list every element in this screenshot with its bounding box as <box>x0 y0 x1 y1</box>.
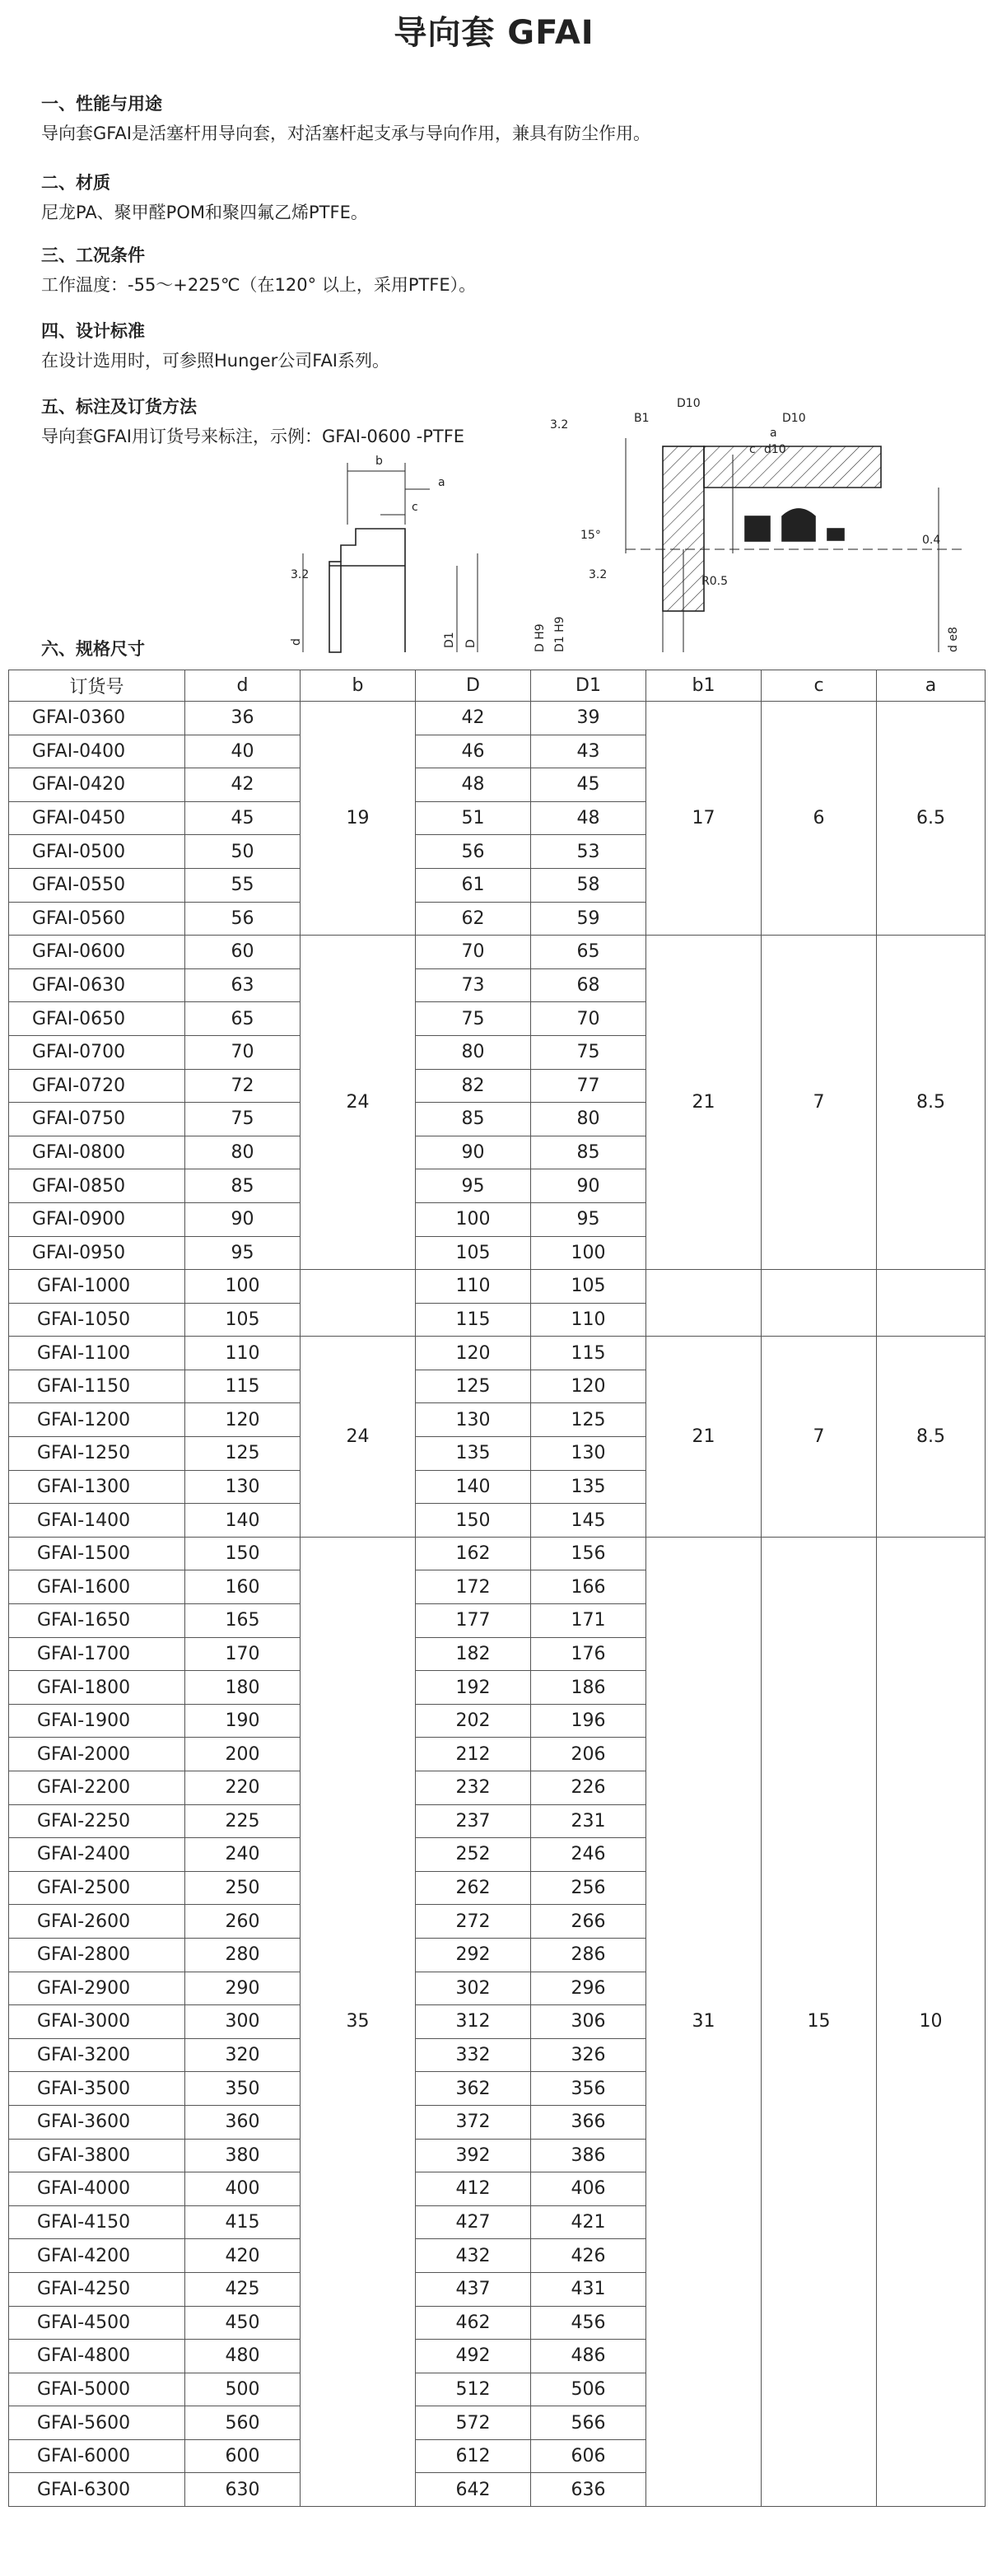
cell-order-code: GFAI-3200 <box>9 2038 185 2072</box>
col-header: b <box>301 670 416 702</box>
section-conditions <box>41 242 476 296</box>
cell-D: 90 <box>416 1136 531 1169</box>
cell-b1: 31 <box>646 1537 762 2506</box>
cell-b1: 17 <box>646 702 762 936</box>
cell-D1: 110 <box>531 1303 646 1337</box>
cell-d: 120 <box>185 1403 301 1437</box>
cell-order-code: GFAI-4150 <box>9 2205 185 2239</box>
cell-D: 125 <box>416 1370 531 1403</box>
cell-order-code: GFAI-3500 <box>9 2072 185 2106</box>
cell-D1: 296 <box>531 1972 646 2005</box>
cell-D: 172 <box>416 1570 531 1604</box>
cell-d: 65 <box>185 1002 301 1036</box>
cell-D1: 266 <box>531 1905 646 1939</box>
cell-D1: 406 <box>531 2172 646 2206</box>
cell-a: 6.5 <box>877 702 986 936</box>
table-row <box>9 1337 986 1370</box>
cell-order-code: GFAI-2400 <box>9 1838 185 1872</box>
cell-order-code: GFAI-0700 <box>9 1035 185 1069</box>
cell-D: 432 <box>416 2239 531 2273</box>
cell-D1: 456 <box>531 2306 646 2340</box>
cell-D: 372 <box>416 2105 531 2139</box>
cell-D1: 85 <box>531 1136 646 1169</box>
cell-c: 15 <box>762 1537 877 2506</box>
cell-order-code: GFAI-0450 <box>9 801 185 835</box>
cell-d: 150 <box>185 1537 301 1570</box>
cell-order-code: GFAI-2250 <box>9 1804 185 1838</box>
cell-d: 600 <box>185 2439 301 2473</box>
cell-order-code: GFAI-1250 <box>9 1437 185 1471</box>
col-header: D <box>416 670 531 702</box>
cell-order-code: GFAI-0900 <box>9 1202 185 1236</box>
cell-D: 85 <box>416 1103 531 1136</box>
section-heading: 四、设计标准 <box>41 321 145 341</box>
roughness-3-2-mid: 3.2 <box>589 568 608 581</box>
cell-order-code: GFAI-0400 <box>9 735 185 768</box>
cell-d: 42 <box>185 768 301 802</box>
cell-D1: 421 <box>531 2205 646 2239</box>
cell-D: 332 <box>416 2038 531 2072</box>
cell-d: 250 <box>185 1871 301 1905</box>
cell-d: 400 <box>185 2172 301 2206</box>
cell-D1: 166 <box>531 1570 646 1604</box>
cell-D: 62 <box>416 902 531 936</box>
cell-d: 350 <box>185 2072 301 2106</box>
cell-order-code: GFAI-0600 <box>9 936 185 969</box>
cell-d: 500 <box>185 2373 301 2406</box>
cell-D: 75 <box>416 1002 531 1036</box>
cell-order-code: GFAI-4250 <box>9 2272 185 2306</box>
cell-order-code: GFAI-2000 <box>9 1738 185 1771</box>
cell-d: 75 <box>185 1103 301 1136</box>
cell-order-code: GFAI-0850 <box>9 1169 185 1203</box>
cell-order-code: GFAI-0420 <box>9 768 185 802</box>
section-heading: 二、材质 <box>41 173 110 193</box>
section-usage <box>41 91 650 145</box>
cell-D: 362 <box>416 2072 531 2106</box>
section-text: 工作温度：-55～+225℃（在120° 以上，采用PTFE）。 <box>41 275 477 295</box>
part-cross-section <box>303 463 478 652</box>
cell-D: 120 <box>416 1337 531 1370</box>
cell-D: 162 <box>416 1537 531 1570</box>
cell-d: 56 <box>185 902 301 936</box>
cell-D1: 100 <box>531 1236 646 1270</box>
cell-D1: 145 <box>531 1504 646 1538</box>
label-angle: 15° <box>580 529 601 542</box>
cell-order-code: GFAI-1700 <box>9 1637 185 1671</box>
table-row <box>9 1537 986 1570</box>
cell-D1: 156 <box>531 1537 646 1570</box>
cell-b: 19 <box>301 702 416 936</box>
cell-D: 130 <box>416 1403 531 1437</box>
cell-d: 115 <box>185 1370 301 1403</box>
cell-a: 8.5 <box>877 1337 986 1538</box>
cell-D1: 431 <box>531 2272 646 2306</box>
cell-d: 95 <box>185 1236 301 1270</box>
cell-b: 24 <box>301 936 416 1270</box>
cell-c: 7 <box>762 1337 877 1538</box>
section-heading: 一、性能与用途 <box>41 94 162 114</box>
cell-D1: 196 <box>531 1704 646 1738</box>
cell-order-code: GFAI-3800 <box>9 2139 185 2172</box>
cell-D1: 606 <box>531 2439 646 2473</box>
cell-D1: 246 <box>531 1838 646 1872</box>
cell-D: 56 <box>416 835 531 869</box>
cell-d: 80 <box>185 1136 301 1169</box>
cell-d: 125 <box>185 1437 301 1471</box>
label-D1H9: D1 H9 <box>553 616 566 652</box>
label-D: D <box>464 639 478 648</box>
roughness-3-2-top: 3.2 <box>550 418 569 432</box>
label-DH9: D H9 <box>534 623 547 652</box>
cell-order-code: GFAI-0550 <box>9 868 185 902</box>
cell-D1: 506 <box>531 2373 646 2406</box>
cell-order-code: GFAI-0360 <box>9 702 185 735</box>
cell-D: 312 <box>416 2005 531 2039</box>
cell-d: 290 <box>185 1972 301 2005</box>
table-row <box>9 702 986 735</box>
cell-D: 572 <box>416 2406 531 2440</box>
cell-order-code: GFAI-1500 <box>9 1537 185 1570</box>
cell-order-code: GFAI-0950 <box>9 1236 185 1270</box>
label-D1: D1 <box>443 632 456 648</box>
cell-order-code: GFAI-0630 <box>9 968 185 1002</box>
cell-b1: 21 <box>646 1337 762 1538</box>
cell-a: 8.5 <box>877 936 986 1270</box>
cell-order-code: GFAI-2500 <box>9 1871 185 1905</box>
cell-d: 300 <box>185 2005 301 2039</box>
cell-D: 512 <box>416 2373 531 2406</box>
cell-D1: 326 <box>531 2038 646 2072</box>
cell-D: 51 <box>416 801 531 835</box>
cell-order-code: GFAI-1000 <box>9 1270 185 1304</box>
cell-D1: 130 <box>531 1437 646 1471</box>
cell-D1: 256 <box>531 1871 646 1905</box>
cell-D1: 65 <box>531 936 646 969</box>
cell-D: 48 <box>416 768 531 802</box>
cell-b: 24 <box>301 1337 416 1538</box>
cell-D: 73 <box>416 968 531 1002</box>
cell-d: 200 <box>185 1738 301 1771</box>
label-b: b <box>375 455 383 468</box>
cell-d: 170 <box>185 1637 301 1671</box>
cell-d: 240 <box>185 1838 301 1872</box>
page-title: 导向套 GFAI <box>394 14 594 52</box>
label-de8: d e8 <box>947 627 960 652</box>
cell-d: 280 <box>185 1938 301 1972</box>
cell-D: 46 <box>416 735 531 768</box>
section-text: 导向套GFAI是活塞杆用导向套，对活塞杆起支承与导向作用，兼具有防尘作用。 <box>41 124 650 143</box>
roughness-3-2-left: 3.2 <box>291 568 310 581</box>
cell-order-code: GFAI-1900 <box>9 1704 185 1738</box>
cell-d: 140 <box>185 1504 301 1538</box>
cell-d: 50 <box>185 835 301 869</box>
cell-order-code: GFAI-2200 <box>9 1771 185 1805</box>
cell-D: 232 <box>416 1771 531 1805</box>
cell-D: 70 <box>416 936 531 969</box>
section-heading: 三、工况条件 <box>41 245 145 265</box>
spec-table <box>8 670 986 2507</box>
cell-D: 437 <box>416 2272 531 2306</box>
cell-order-code: GFAI-0650 <box>9 1002 185 1036</box>
cell-order-code: GFAI-1800 <box>9 1671 185 1705</box>
cell-D1: 186 <box>531 1671 646 1705</box>
label-r05: R0.5 <box>701 575 728 588</box>
label-d: d <box>290 638 303 646</box>
cell-D1: 59 <box>531 902 646 936</box>
cell-d: 60 <box>185 936 301 969</box>
col-header: D1 <box>531 670 646 702</box>
cell-order-code: GFAI-3000 <box>9 2005 185 2039</box>
cell-order-code: GFAI-0500 <box>9 835 185 869</box>
cell-D: 302 <box>416 1972 531 2005</box>
cell-d: 130 <box>185 1470 301 1504</box>
cell-d: 165 <box>185 1604 301 1638</box>
cell-D: 212 <box>416 1738 531 1771</box>
cell-order-code: GFAI-5000 <box>9 2373 185 2406</box>
cell-D: 392 <box>416 2139 531 2172</box>
cell-D1: 77 <box>531 1069 646 1103</box>
cell-D1: 206 <box>531 1738 646 1771</box>
cell-d: 63 <box>185 968 301 1002</box>
label-D10: D10 <box>677 397 701 410</box>
cell-D1: 386 <box>531 2139 646 2172</box>
cell-d: 450 <box>185 2306 301 2340</box>
cell-D: 462 <box>416 2306 531 2340</box>
section-text: 尼龙PA、聚甲醛POM和聚四氟乙烯PTFE。 <box>41 203 368 222</box>
cell-c: 7 <box>762 936 877 1270</box>
cell-d: 160 <box>185 1570 301 1604</box>
spec-heading: 六、规格尺寸 <box>41 639 145 659</box>
cell-b1: 21 <box>646 936 762 1270</box>
label-B1: B1 <box>634 412 650 425</box>
cell-d: 225 <box>185 1804 301 1838</box>
cell-d: 480 <box>185 2340 301 2373</box>
cell-D: 80 <box>416 1035 531 1069</box>
cell-order-code: GFAI-0720 <box>9 1069 185 1103</box>
cell-D1: 171 <box>531 1604 646 1638</box>
cell-d: 420 <box>185 2239 301 2273</box>
cell-D: 110 <box>416 1270 531 1304</box>
cell-D1: 226 <box>531 1771 646 1805</box>
cell-D: 105 <box>416 1236 531 1270</box>
section-text: 导向套GFAI用订货号来标注，示例：GFAI-0600 -PTFE <box>41 427 465 446</box>
cell-d: 110 <box>185 1337 301 1370</box>
cell-D: 262 <box>416 1871 531 1905</box>
cell-d: 220 <box>185 1771 301 1805</box>
cell-D: 82 <box>416 1069 531 1103</box>
cell-order-code: GFAI-1200 <box>9 1403 185 1437</box>
col-header: d <box>185 670 301 702</box>
label-d10: d10 <box>764 443 786 456</box>
cell-D: 492 <box>416 2340 531 2373</box>
cell-order-code: GFAI-4800 <box>9 2340 185 2373</box>
cell-order-code: GFAI-1400 <box>9 1504 185 1538</box>
cell-D1: 135 <box>531 1470 646 1504</box>
cell-D: 237 <box>416 1804 531 1838</box>
cell-order-code: GFAI-1600 <box>9 1570 185 1604</box>
cell-D1: 356 <box>531 2072 646 2106</box>
cell-D1: 70 <box>531 1002 646 1036</box>
cell-D: 192 <box>416 1671 531 1705</box>
label-c-right: c <box>749 443 756 456</box>
col-header: b1 <box>646 670 762 702</box>
assembly-section <box>626 438 963 652</box>
cell-D1: 286 <box>531 1938 646 1972</box>
cell-D: 427 <box>416 2205 531 2239</box>
cell-D: 272 <box>416 1905 531 1939</box>
label-D10-right: D10 <box>782 412 806 425</box>
cell-D1: 58 <box>531 868 646 902</box>
cell-D: 612 <box>416 2439 531 2473</box>
cell-d: 180 <box>185 1671 301 1705</box>
cell-order-code: GFAI-1050 <box>9 1303 185 1337</box>
label-c: c <box>412 501 418 514</box>
roughness-0-4: 0.4 <box>922 534 941 547</box>
cell-d: 100 <box>185 1270 301 1304</box>
cell-D1: 231 <box>531 1804 646 1838</box>
cell-D1: 95 <box>531 1202 646 1236</box>
cell-order-code: GFAI-0750 <box>9 1103 185 1136</box>
cell-c: 6 <box>762 702 877 936</box>
cell-order-code: GFAI-6300 <box>9 2473 185 2507</box>
cell-b: 35 <box>301 1537 416 2506</box>
cell-D: 150 <box>416 1504 531 1538</box>
cell-order-code: GFAI-4500 <box>9 2306 185 2340</box>
cell-d: 190 <box>185 1704 301 1738</box>
cell-d: 45 <box>185 801 301 835</box>
cell-d: 72 <box>185 1069 301 1103</box>
col-header: c <box>762 670 877 702</box>
cell-D1: 306 <box>531 2005 646 2039</box>
technical-drawing <box>288 389 963 660</box>
cell-order-code: GFAI-0560 <box>9 902 185 936</box>
cell-D: 61 <box>416 868 531 902</box>
cell-d: 40 <box>185 735 301 768</box>
cell-D1: 426 <box>531 2239 646 2273</box>
cell-D1: 120 <box>531 1370 646 1403</box>
cell-order-code: GFAI-6000 <box>9 2439 185 2473</box>
cell-D1: 486 <box>531 2340 646 2373</box>
section-heading: 五、标注及订货方法 <box>41 397 197 417</box>
cell-D: 135 <box>416 1437 531 1471</box>
section-material <box>41 170 368 224</box>
cell-d: 360 <box>185 2105 301 2139</box>
cell-D1: 636 <box>531 2473 646 2507</box>
cell-d: 560 <box>185 2406 301 2440</box>
cell-d: 55 <box>185 868 301 902</box>
cell-c <box>762 1270 877 1337</box>
cell-order-code: GFAI-0800 <box>9 1136 185 1169</box>
cell-D: 412 <box>416 2172 531 2206</box>
cell-D1: 68 <box>531 968 646 1002</box>
cell-order-code: GFAI-1300 <box>9 1470 185 1504</box>
cell-d: 36 <box>185 702 301 735</box>
cell-order-code: GFAI-3600 <box>9 2105 185 2139</box>
cell-D: 202 <box>416 1704 531 1738</box>
cell-a <box>877 1270 986 1337</box>
cell-D: 292 <box>416 1938 531 1972</box>
cell-D: 140 <box>416 1470 531 1504</box>
cell-d: 630 <box>185 2473 301 2507</box>
cell-order-code: GFAI-1650 <box>9 1604 185 1638</box>
cell-D1: 366 <box>531 2105 646 2139</box>
cell-D1: 75 <box>531 1035 646 1069</box>
cell-order-code: GFAI-1150 <box>9 1370 185 1403</box>
cell-order-code: GFAI-2900 <box>9 1972 185 2005</box>
table-row <box>9 936 986 969</box>
cell-D: 642 <box>416 2473 531 2507</box>
cell-d: 85 <box>185 1169 301 1203</box>
label-a: a <box>438 476 445 489</box>
cell-D1: 43 <box>531 735 646 768</box>
cell-d: 320 <box>185 2038 301 2072</box>
cell-D1: 39 <box>531 702 646 735</box>
cell-D1: 105 <box>531 1270 646 1304</box>
cell-D1: 53 <box>531 835 646 869</box>
table-header-row <box>9 670 986 702</box>
cell-d: 425 <box>185 2272 301 2306</box>
cell-D: 182 <box>416 1637 531 1671</box>
cell-d: 415 <box>185 2205 301 2239</box>
cell-order-code: GFAI-5600 <box>9 2406 185 2440</box>
cell-b1 <box>646 1270 762 1337</box>
cell-order-code: GFAI-1100 <box>9 1337 185 1370</box>
cell-d: 380 <box>185 2139 301 2172</box>
table-row <box>9 1270 986 1304</box>
col-header: a <box>877 670 986 702</box>
cell-D1: 115 <box>531 1337 646 1370</box>
cell-D1: 176 <box>531 1637 646 1671</box>
cell-D: 95 <box>416 1169 531 1203</box>
cell-D1: 90 <box>531 1169 646 1203</box>
cell-order-code: GFAI-2600 <box>9 1905 185 1939</box>
cell-order-code: GFAI-2800 <box>9 1938 185 1972</box>
col-header: 订货号 <box>9 670 185 702</box>
cell-D: 252 <box>416 1838 531 1872</box>
section-standard <box>41 318 389 372</box>
cell-order-code: GFAI-4200 <box>9 2239 185 2273</box>
cell-D: 115 <box>416 1303 531 1337</box>
cell-D: 100 <box>416 1202 531 1236</box>
cell-D1: 80 <box>531 1103 646 1136</box>
cell-D1: 566 <box>531 2406 646 2440</box>
cell-b <box>301 1270 416 1337</box>
section-text: 在设计选用时，可参照Hunger公司FAI系列。 <box>41 351 390 371</box>
label-a-right: a <box>770 427 777 440</box>
cell-d: 260 <box>185 1905 301 1939</box>
cell-d: 90 <box>185 1202 301 1236</box>
cell-D1: 45 <box>531 768 646 802</box>
cell-a: 10 <box>877 1537 986 2506</box>
cell-D: 177 <box>416 1604 531 1638</box>
cell-d: 70 <box>185 1035 301 1069</box>
cell-D: 42 <box>416 702 531 735</box>
cell-d: 105 <box>185 1303 301 1337</box>
cell-D1: 125 <box>531 1403 646 1437</box>
cell-D1: 48 <box>531 801 646 835</box>
cell-order-code: GFAI-4000 <box>9 2172 185 2206</box>
